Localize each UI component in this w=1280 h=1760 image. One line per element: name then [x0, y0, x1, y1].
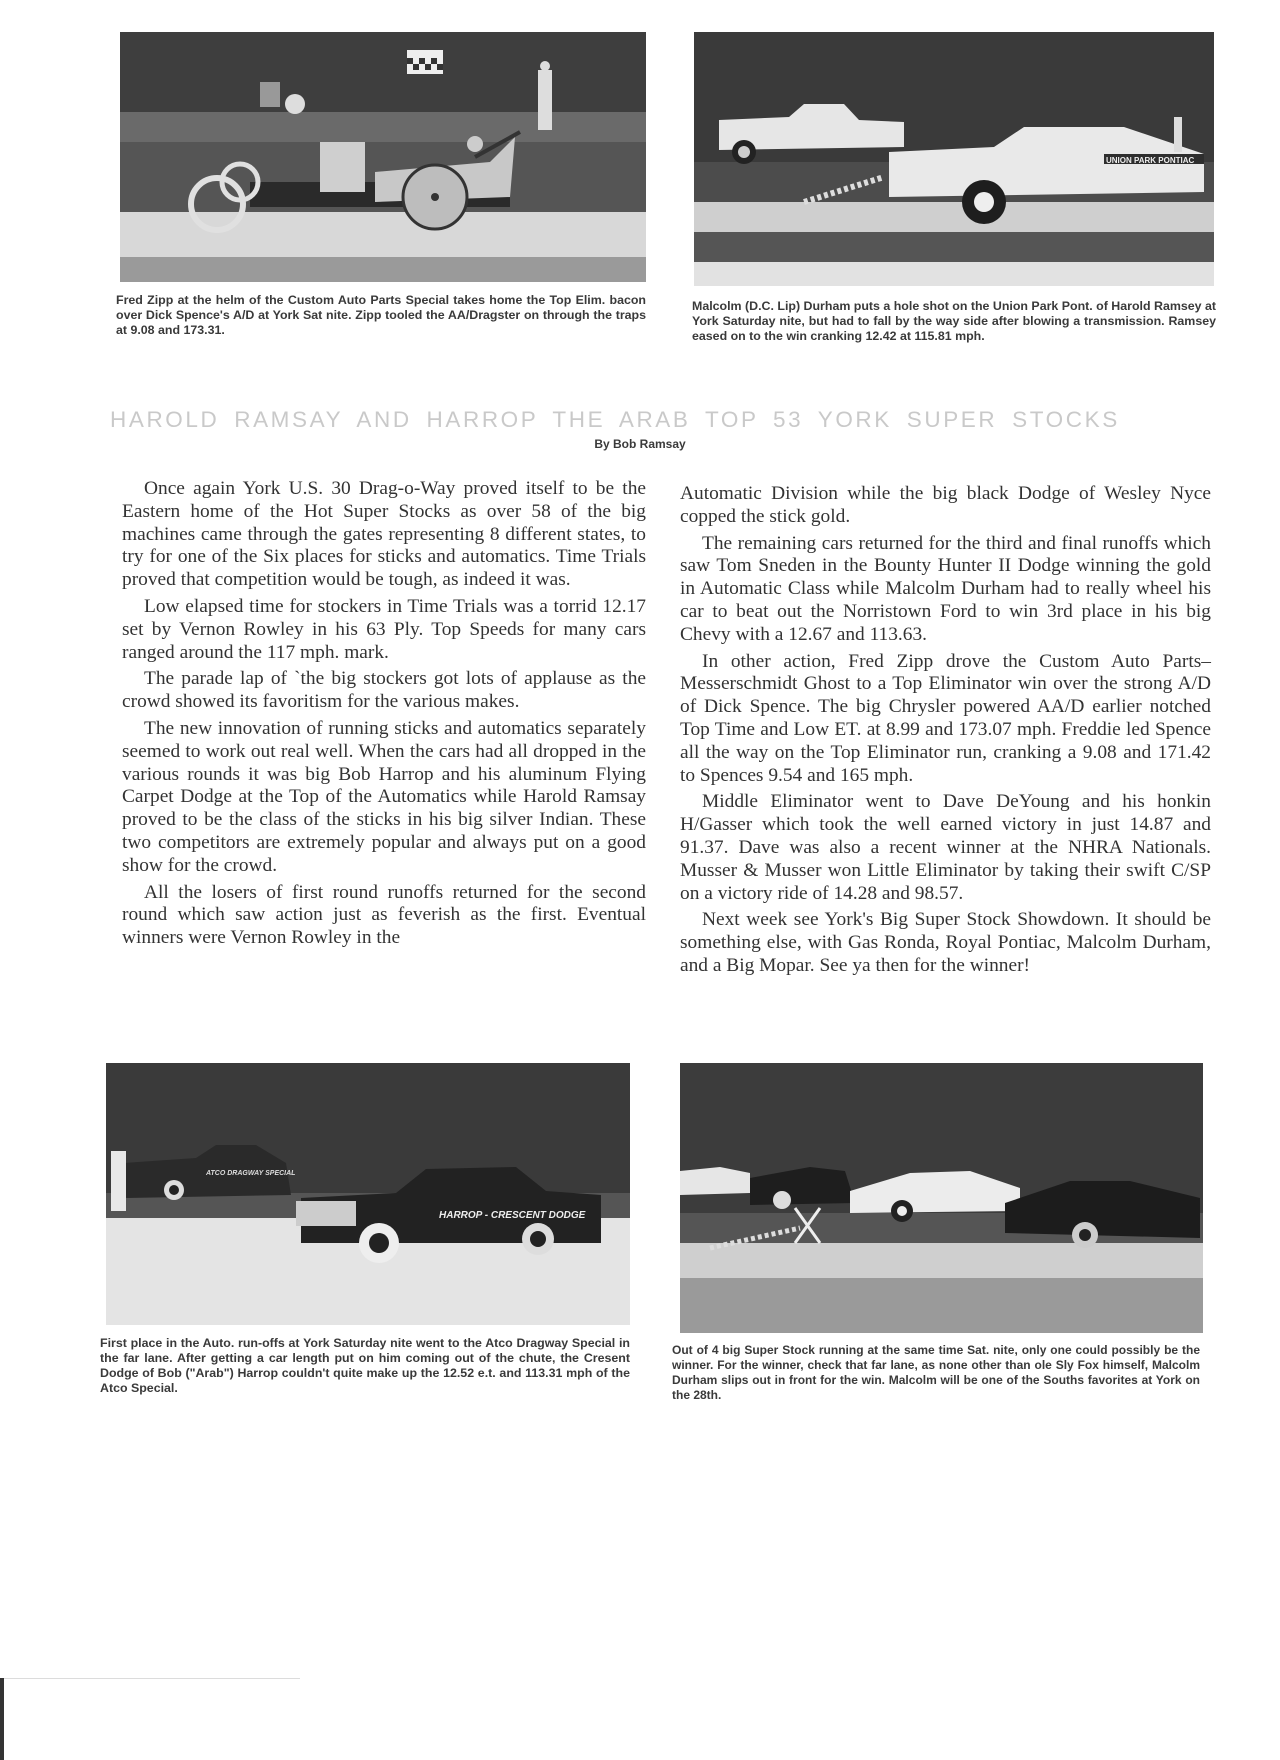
- paragraph: Next week see York's Big Super Stock Showdown. It should be something else, with Gas Ronda, Royal Pontiac, Malcolm Durham, and a Big Mopar. See ya then for the winner!: [680, 909, 1211, 976]
- article-column-right: [680, 483, 1211, 982]
- harrop-crescent-dodge-lettering: HARROP - CRESCENT DODGE: [439, 1210, 586, 1221]
- paragraph: In other action, Fred Zipp drove the Custom Auto Parts–Messerschmidt Ghost to a Top Eliminator win over the strong A/D of Dick Spence. The big Chrysler powered AA/D earlier notched Top Time and Low ET. at 8.99 and 173.07 mph. Freddie led Spence all the way on the Top Eliminator run, cranking a 9.08 and 171.42 to Spences 9.54 and 165 mph.: [680, 650, 1211, 786]
- photo-harrop-crescent-dodge: [106, 1063, 630, 1325]
- atco-dragway-special-lettering: ATCO DRAGWAY SPECIAL: [206, 1170, 296, 1177]
- article-byline: By Bob Ramsay: [594, 437, 686, 451]
- paragraph: The remaining cars returned for the third and final runoffs which saw Tom Sneden in the Bounty Hunter II Dodge winning the gold in Automatic Class while Malcolm Durham had to really wheel his car to beat out the Norristown Ford to win 3rd place in his big Chevy with a 12.67 and 113.63.: [680, 532, 1211, 645]
- caption-top-right: Malcolm (D.C. Lip) Durham puts a hole shot on the Union Park Pont. of Harold Ramsey at York Saturday nite, but had to fall by the way side after blowing a transmission. Ramsey eased on to the win cranking 12.42 at 115.81 mph.: [692, 299, 1216, 343]
- article-column-left: [122, 478, 646, 954]
- paragraph: Middle Eliminator went to Dave DeYoung and his honkin H/Gasser which took the well earned victory in just 14.87 and 91.37. Dave was also a recent winner at the NHRA Nationals. Musser & Musser won Little Eliminator by taking their swift C/SP on a victory ride of 14.28 and 98.57.: [680, 791, 1211, 904]
- scan-edge-line: [0, 1678, 300, 1679]
- photo-four-super-stocks: [680, 1063, 1203, 1333]
- paragraph: Once again York U.S. 30 Drag-o-Way proved itself to be the Eastern home of the Hot Super Stocks as over 58 of the big machines came through the gates representing 8 different states, to try for one of the Six places for sticks and automatics. Time Trials proved that competition would be tough, as indeed it was.: [122, 478, 646, 591]
- caption-bottom-right: Out of 4 big Super Stock running at the same time Sat. nite, only one could possibly be the winner. For the winner, check that far lane, as none other than ole Sly Fox himself, Malcolm Durham slips out in front for the win. Malcolm will be one of the Souths favorites at York on the 28th.: [672, 1343, 1200, 1402]
- paragraph: The parade lap of `the big stockers got lots of applause as the crowd showed its favoritism for the various makes.: [122, 668, 646, 713]
- dodge-photo-image: [106, 1063, 630, 1325]
- photo-dragster: [120, 32, 646, 282]
- pontiac-photo-image: [694, 32, 1214, 286]
- caption-top-left: Fred Zipp at the helm of the Custom Auto Parts Special takes home the Top Elim. bacon over Dick Spence's A/D at York Sat nite. Zipp tooled the AA/Dragster on through the traps at 9.08 and 173.31.: [116, 293, 646, 337]
- paragraph-continued: Automatic Division while the big black Dodge of Wesley Nyce copped the stick gold.: [680, 483, 1211, 527]
- article-headline: HAROLD RAMSAY AND HARROP THE ARAB TOP 53 YORK SUPER STOCKS: [110, 407, 1120, 432]
- dragster-photo-image: [120, 32, 646, 282]
- paragraph: All the losers of first round runoffs returned for the second round which saw action just as feverish as the first. Eventual winners were Vernon Rowley in the: [122, 881, 646, 949]
- paragraph: Low elapsed time for stockers in Time Trials was a torrid 12.17 set by Vernon Rowley in his 63 Ply. Top Speeds for many cars ranged around the 117 mph. mark.: [122, 595, 646, 663]
- scan-edge-bar: [0, 1678, 4, 1760]
- union-park-pontiac-lettering: UNION PARK PONTIAC: [1106, 156, 1195, 165]
- paragraph: The new innovation of running sticks and automatics separately seemed to work out real well. When the cars had all dropped in the various rounds it was big Bob Harrop and his aluminum Flying Carpet Dodge at the Top of the Automatics while Harold Ramsay proved to be the class of the sticks in his big silver Indian. These two competitors are extremely popular and always put on a good show for the crowd.: [122, 717, 646, 876]
- photo-union-park-pontiac: [694, 32, 1214, 286]
- super-stocks-photo-image: [680, 1063, 1203, 1333]
- caption-bottom-left: First place in the Auto. run-offs at York Saturday nite went to the Atco Dragway Special in the far lane. After getting a car length put on him coming out of the chute, the Cresent Dodge of Bob ("Arab") Harrop couldn't quite make up the 12.52 e.t. and 113.31 mph of the Atco Special.: [100, 1336, 630, 1395]
